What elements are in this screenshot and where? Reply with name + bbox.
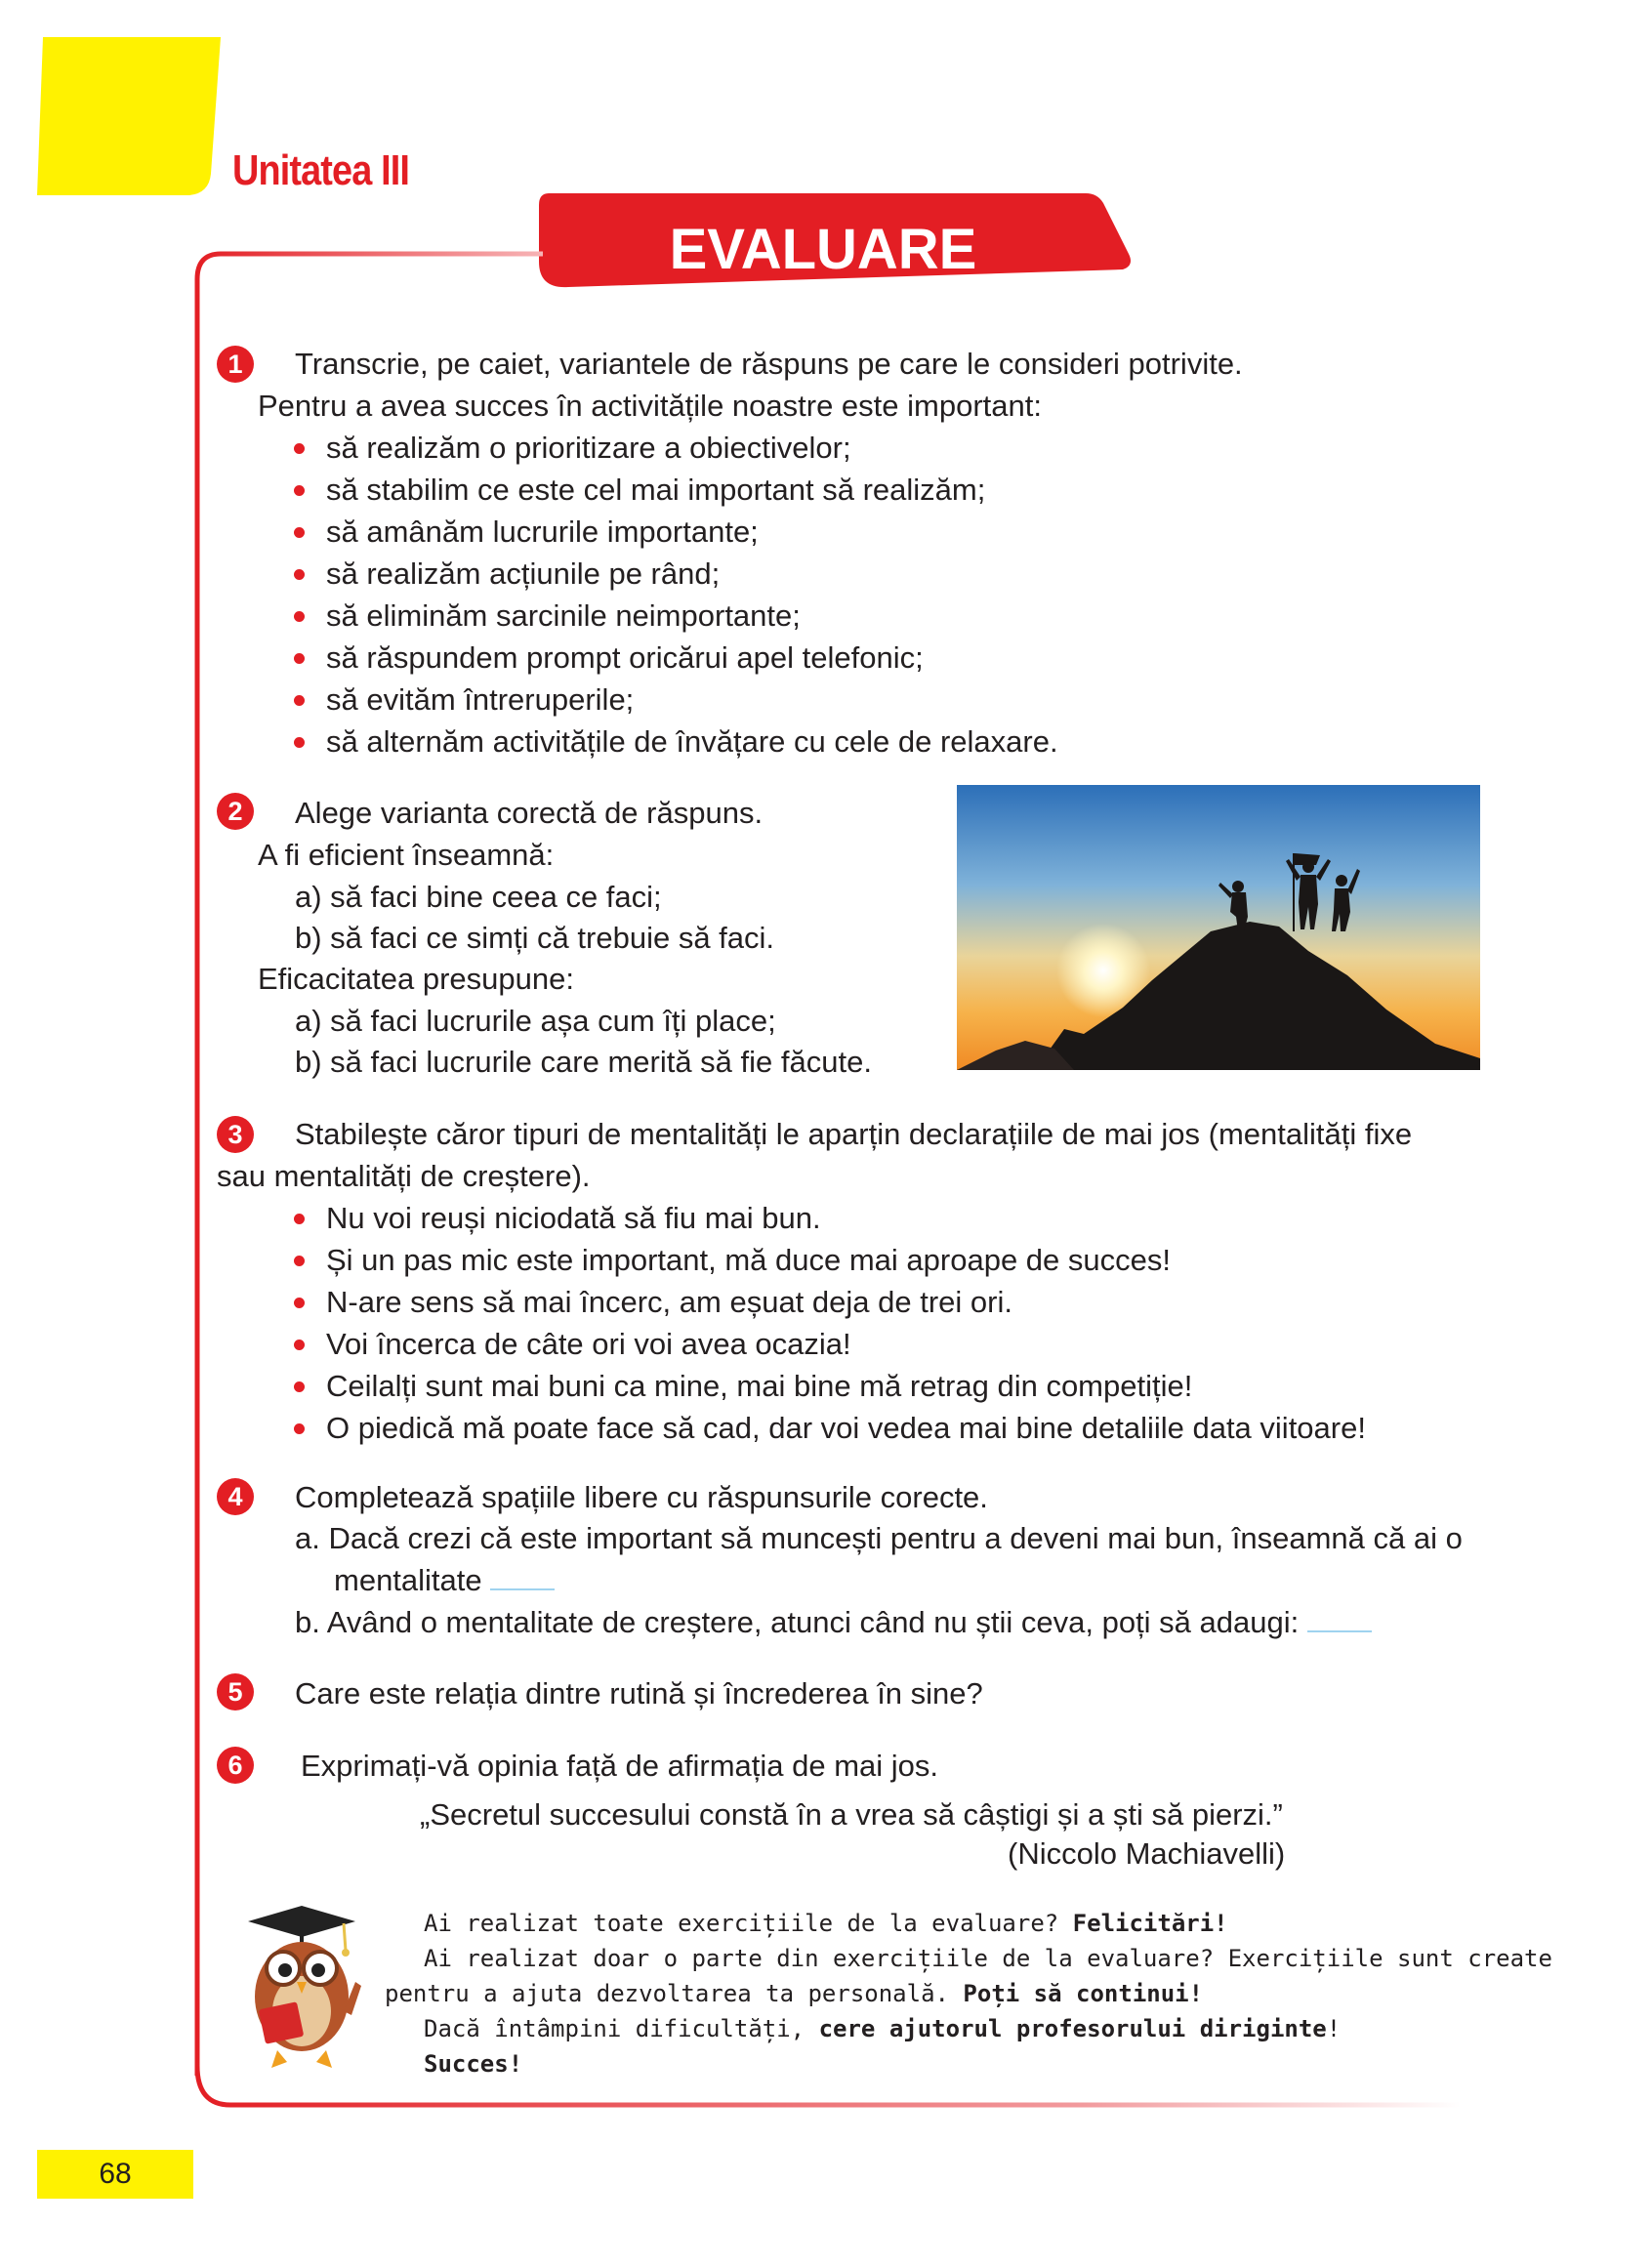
owl-mascot-icon bbox=[228, 1904, 375, 2080]
exercise-4-item-b-text: b. Având o mentalitate de creștere, atunci când nu știi ceva, poți să adaugi: bbox=[295, 1605, 1300, 1639]
bullet-icon bbox=[294, 485, 305, 496]
exercise-4-item-a-text: mentalitate bbox=[334, 1563, 482, 1597]
exercise-2-instruction: Alege varianta corectă de răspuns. bbox=[295, 796, 764, 830]
closing-note-text: Ai realizat toate exercițiile de la evaluare? bbox=[424, 1910, 1073, 1937]
exercise-3-item: N-are sens să mai încerc, am eșuat deja de trei ori. bbox=[326, 1285, 1012, 1319]
closing-note-emphasis: cere ajutorul profesorului diriginte bbox=[818, 2015, 1327, 2042]
closing-note-text: pentru a ajuta dezvoltarea ta personală. bbox=[385, 1980, 964, 2007]
bullet-icon bbox=[294, 443, 305, 454]
exercise-3-instruction-continued: sau mentalități de creștere). bbox=[217, 1159, 591, 1193]
quote-text: „Secretul succesului constă în a vrea să câștigi și a ști să pierzi.” bbox=[420, 1797, 1283, 1832]
closing-note-line-3 bbox=[385, 1976, 1203, 2011]
exercise-2-option: b) să faci ce simți că trebuie să faci. bbox=[295, 921, 775, 955]
exercise-3-item: Nu voi reuși niciodată să fiu mai bun. bbox=[326, 1201, 821, 1235]
exercise-1-item: să stabilim ce este cel mai important să realizăm; bbox=[326, 473, 986, 507]
closing-note-line-5 bbox=[424, 2046, 522, 2082]
exercise-5-instruction: Care este relația dintre rutină și încrederea în sine? bbox=[295, 1676, 983, 1711]
closing-note-emphasis: Succes! bbox=[424, 2050, 523, 2078]
exercise-1-item: să evităm întreruperile; bbox=[326, 682, 635, 717]
closing-note-line-4 bbox=[424, 2011, 1341, 2046]
closing-note-line-1 bbox=[424, 1906, 1228, 1941]
exercise-2-option: b) să faci lucrurile care merită să fie făcute. bbox=[295, 1045, 872, 1079]
exercise-4-instruction: Completează spațiile libere cu răspunsurile corecte. bbox=[295, 1480, 988, 1514]
exercise-1-item: să alternăm activitățile de învățare cu cele de relaxare. bbox=[326, 724, 1058, 759]
answer-blank-b[interactable] bbox=[1307, 1605, 1372, 1632]
answer-blank-a[interactable] bbox=[490, 1563, 555, 1590]
closing-note-emphasis: Poți să continui! bbox=[963, 1980, 1204, 2007]
quote-author: (Niccolo Machiavelli) bbox=[1008, 1836, 1286, 1871]
banner-title: EVALUARE bbox=[669, 218, 977, 281]
exercise-2-question-1: A fi eficient înseamnă: bbox=[258, 838, 555, 872]
page-number: 68 bbox=[37, 2150, 193, 2199]
exercise-2-option: a) să faci bine ceea ce faci; bbox=[295, 880, 662, 914]
exercise-4-item-a: a. Dacă crezi că este important să muncești pentru a deveni mai bun, înseamnă că ai o bbox=[295, 1521, 1463, 1555]
bullet-icon bbox=[294, 653, 305, 664]
bullet-icon bbox=[294, 1423, 305, 1434]
bullet-icon bbox=[294, 1340, 305, 1350]
exercise-3-item: Voi încerca de câte ori voi avea ocazia! bbox=[326, 1327, 851, 1361]
exercise-1-item: să realizăm acțiunile pe rând; bbox=[326, 556, 721, 591]
exercise-3-item: O piedică mă poate face să cad, dar voi vedea mai bine detaliile data viitoare! bbox=[326, 1411, 1366, 1445]
bullet-icon bbox=[294, 1298, 305, 1308]
exercise-1-item: să răspundem prompt oricărui apel telefonic; bbox=[326, 640, 924, 675]
bullet-icon bbox=[294, 1381, 305, 1392]
bullet-icon bbox=[294, 1256, 305, 1266]
exercise-5-number: 5 bbox=[217, 1673, 254, 1711]
exercise-3-instruction: Stabilește căror tipuri de mentalități le aparțin declarațiile de mai jos (mentalități fixe bbox=[295, 1117, 1413, 1151]
bullet-icon bbox=[294, 737, 305, 748]
exercise-1-number: 1 bbox=[217, 346, 254, 383]
exercise-4-item-b bbox=[295, 1602, 1372, 1643]
exercise-4-number: 4 bbox=[217, 1478, 254, 1515]
bullet-icon bbox=[294, 1214, 305, 1224]
exercise-2-question-2: Eficacitatea presupune: bbox=[258, 962, 574, 996]
closing-note-line-2 bbox=[424, 1941, 1552, 1976]
exercise-2-option: a) să faci lucrurile așa cum îți place; bbox=[295, 1004, 776, 1038]
exercise-1-item: să amânăm lucrurile importante; bbox=[326, 515, 759, 549]
closing-note-text: Dacă întâmpini dificultăți, bbox=[424, 2015, 819, 2042]
bullet-icon bbox=[294, 611, 305, 622]
bullet-icon bbox=[294, 695, 305, 706]
exercise-6-number: 6 bbox=[217, 1747, 254, 1784]
exercise-1-item: să eliminăm sarcinile neimportante; bbox=[326, 598, 801, 633]
closing-note-emphasis: Felicitări! bbox=[1072, 1910, 1228, 1937]
unit-title: Unitatea III bbox=[232, 146, 410, 194]
exercise-1-instruction: Transcrie, pe caiet, variantele de răspuns pe care le consideri potrivite. bbox=[295, 347, 1243, 381]
exercise-3-item: Și un pas mic este important, mă duce mai aproape de succes! bbox=[326, 1243, 1171, 1277]
exercise-6-instruction: Exprimați-vă opinia față de afirmația de mai jos. bbox=[301, 1749, 939, 1783]
exercise-3-item: Ceilalți sunt mai buni ca mine, mai bine mă retrag din competiție! bbox=[326, 1369, 1193, 1403]
exercise-3-number: 3 bbox=[217, 1116, 254, 1153]
exercise-1-item: să realizăm o prioritizare a obiectivelor; bbox=[326, 431, 851, 465]
yellow-corner-tab bbox=[37, 37, 221, 195]
exercise-1-lead: Pentru a avea succes în activitățile noastre este important: bbox=[258, 389, 1042, 423]
bullet-icon bbox=[294, 569, 305, 580]
exercise-2-number: 2 bbox=[217, 793, 254, 830]
exercise-4-item-a-continued bbox=[334, 1560, 555, 1601]
closing-note-text: ! bbox=[1326, 2015, 1342, 2042]
closing-note-text: Ai realizat doar o parte din exercițiile de la evaluare? Exercițiile sunt create bbox=[424, 1945, 1552, 1972]
mountain-summit-image bbox=[957, 785, 1480, 1070]
bullet-icon bbox=[294, 527, 305, 538]
